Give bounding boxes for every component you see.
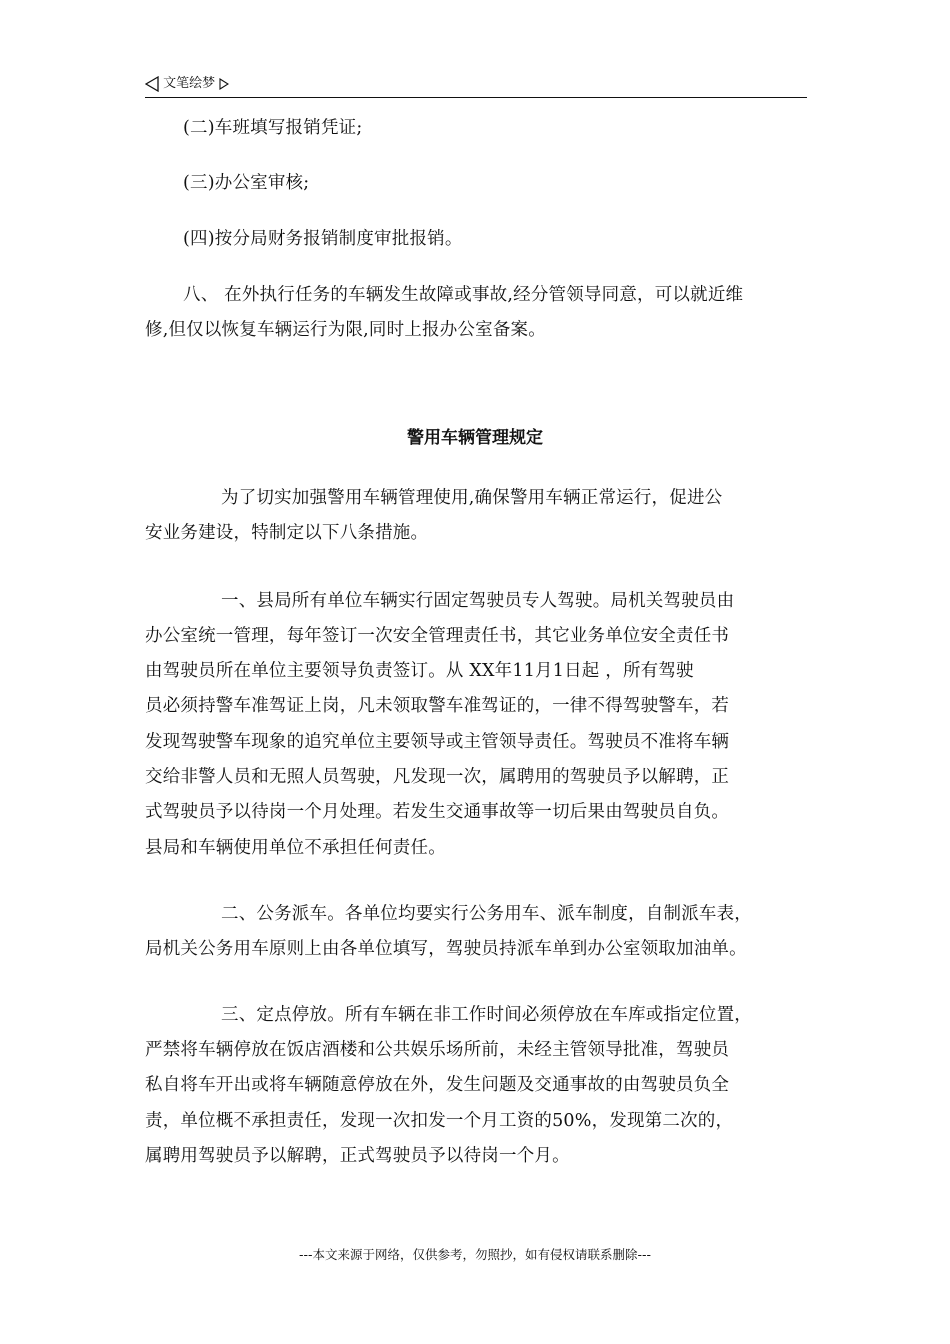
text-line-22: 属聘用驾驶员予以解聘，正式驾驶员予以待岗一个月。 [145,1146,570,1166]
text-line-6: 为了切实加强警用车辆管理使用,确保警用车辆正常运行，促进公 [221,488,723,508]
text-line-13: 交给非警人员和无照人员驾驶，凡发现一次，属聘用的驾驶员予以解聘，正 [145,767,730,787]
text-line-9: 办公室统一管理，每年签订一次安全管理责任书，其它业务单位安全责任书 [145,626,730,646]
text-line-20: 私自将车开出或将车辆随意停放在外，发生问题及交通事故的由驾驶员负全 [145,1075,730,1095]
text-line-18: 三、定点停放。所有车辆在非工作时间必须停放在车库或指定位置， [221,1005,752,1025]
text-line-16: 二、公务派车。各单位均要实行公务用车、派车制度，自制派车表， [221,904,752,924]
text-line-21: 责，单位概不承担责任，发现一次扣发一个月工资的50%，发现第二次的， [145,1111,734,1131]
header-rule [145,97,807,98]
header-label-group [145,74,229,94]
text-line-15: 县局和车辆使用单位不承担任何责任。 [145,838,446,858]
header-label: 文笔绘梦 [163,76,216,91]
text-line-4: 八、 在外执行任务的车辆发生故障或事故,经分管领导同意，可以就近维 [183,285,744,305]
text-line-19: 严禁将车辆停放在饭店酒楼和公共娱乐场所前，未经主管领导批准，驾驶员 [145,1040,730,1060]
text-line-1: (二)车班填写报销凭证; [183,118,363,138]
text-line-14: 式驾驶员予以待岗一个月处理。若发生交通事故等一切后果由驾驶员自负。 [145,802,730,822]
text-line-17: 局机关公务用车原则上由各单位填写，驾驶员持派车单到办公室领取加油单。 [145,939,747,959]
left-triangle-icon [145,76,159,92]
page-footer: ---本文来源于网络，仅供参考，勿照抄，如有侵权请联系删除--- [298,1247,652,1262]
text-line-12: 发现驾驶警车现象的追究单位主要领导或主管领导责任。驾驶员不准将车辆 [145,732,730,752]
text-line-2: (三)办公室审核; [183,173,310,193]
text-line-10: 由驾驶员所在单位主要领导负责签订。从 XX年11月1日起 ，所有驾驶 [145,661,694,681]
text-line-7: 安业务建设，特制定以下八条措施。 [145,523,429,543]
text-line-11: 员必须持警车准驾证上岗，凡未领取警车准驾证的，一律不得驾驶警车，若 [145,696,730,716]
section-title: 警用车辆管理规定 [407,428,543,448]
text-line-8: 一、县局所有单位车辆实行固定驾驶员专人驾驶。局机关驾驶员由 [221,591,735,611]
text-line-5: 修,但仅以恢复车辆运行为限,同时上报办公室备案。 [145,320,546,340]
page-header [145,74,807,98]
right-triangle-icon [219,78,229,90]
text-line-3: (四)按分局财务报销制度审批报销。 [183,229,463,249]
